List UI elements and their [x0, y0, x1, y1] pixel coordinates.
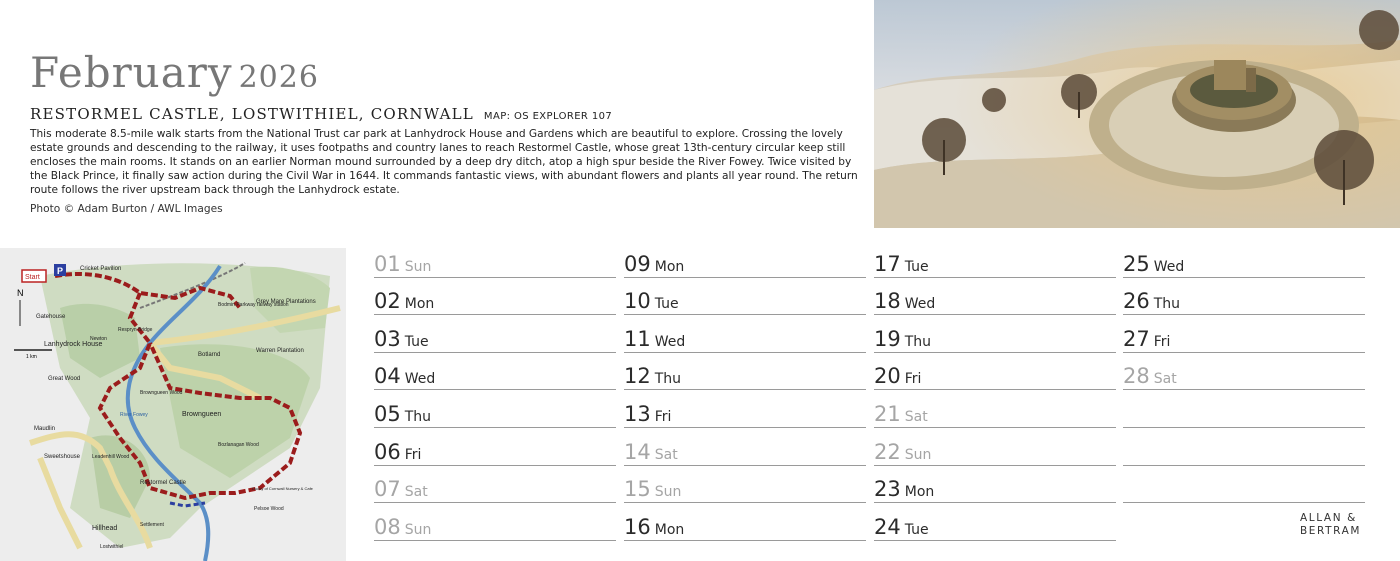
day-number: 02 — [374, 289, 401, 314]
day-number: 23 — [874, 477, 901, 502]
map-label-grey-mare: Grey Mare Plantations — [256, 299, 316, 305]
map-label-browngueen-wood: Browngueen Wood — [140, 390, 183, 396]
calendar-day — [624, 315, 866, 353]
map-label-duchy: Duchy of Cornwall Nursery & Cafe — [252, 486, 313, 491]
weekday-label: Thu — [1153, 296, 1181, 313]
map-label-scale: 1 km — [26, 354, 37, 360]
day-number: 28 — [1123, 364, 1150, 389]
weekday-label: Sat — [1153, 371, 1177, 388]
calendar-day — [1123, 240, 1365, 278]
weekday-label: Thu — [654, 371, 682, 388]
weekday-label: Thu — [404, 408, 432, 425]
weekday-label: Sun — [404, 521, 432, 538]
day-number: 08 — [374, 514, 401, 539]
map-label-bodmin: Bodmin Parkway railway station — [218, 302, 289, 308]
day-number: 10 — [624, 289, 651, 314]
map-label-botlarnd: Botlarnd — [198, 352, 221, 358]
calendar-empty-row — [1123, 428, 1365, 466]
day-number: 09 — [624, 251, 651, 276]
route-map — [0, 248, 346, 561]
calendar-day — [624, 466, 866, 504]
weekday-label: Tue — [904, 258, 929, 275]
day-number: 18 — [874, 289, 901, 314]
weekday-label: Mon — [904, 484, 935, 501]
day-number: 22 — [874, 439, 901, 464]
castle-photo-illustration — [874, 0, 1400, 228]
day-number: 05 — [374, 401, 401, 426]
map-label-browngueen: Browngueen — [182, 411, 222, 418]
year-label: 2026 — [238, 60, 319, 95]
map-label-leadenhill: Leadenhill Wood — [92, 454, 130, 460]
day-number: 26 — [1123, 289, 1150, 314]
calendar-column-3 — [874, 240, 1116, 541]
calendar-empty-row — [1123, 466, 1365, 504]
weekday-label: Mon — [654, 521, 685, 538]
weekday-label: Mon — [404, 296, 435, 313]
calendar-day — [374, 240, 616, 278]
calendar-day — [374, 503, 616, 541]
route-map-illustration — [0, 248, 346, 561]
calendar-day — [874, 466, 1116, 504]
map-reference: MAP: OS EXPLORER 107 — [483, 111, 613, 122]
weekday-label: Thu — [904, 333, 932, 350]
weekday-label: Fri — [654, 408, 672, 425]
map-label-great-wood: Great Wood — [48, 376, 81, 382]
weekday-label: Wed — [1153, 258, 1185, 275]
calendar-day — [874, 353, 1116, 391]
calendar-column-4 — [1123, 240, 1365, 503]
weekday-label: Sun — [904, 446, 932, 463]
map-label-hillhead: Hillhead — [92, 525, 118, 532]
map-label-sweetshouse: Sweetshouse — [44, 454, 81, 460]
day-number: 07 — [374, 477, 401, 502]
day-number: 25 — [1123, 251, 1150, 276]
weekday-label: Wed — [404, 371, 436, 388]
weekday-label: Tue — [404, 333, 429, 350]
day-number: 03 — [374, 326, 401, 351]
map-label-cricket: Cricket Pavilion — [80, 266, 122, 272]
location-name: RESTORMEL CASTLE, LOSTWITHIEL, CORNWALL — [30, 105, 474, 123]
weekday-label: Fri — [1153, 333, 1171, 350]
calendar-day — [1123, 278, 1365, 316]
calendar-column-2 — [624, 240, 866, 541]
calendar-day — [874, 503, 1116, 541]
day-number: 13 — [624, 401, 651, 426]
calendar-day — [374, 390, 616, 428]
calendar-day — [874, 315, 1116, 353]
weekday-label: Mon — [654, 258, 685, 275]
calendar-day — [374, 428, 616, 466]
weekday-label: Sat — [904, 408, 928, 425]
location-heading — [30, 105, 612, 123]
calendar-day — [374, 353, 616, 391]
page-title — [30, 48, 319, 97]
map-label-newton: Newton — [90, 336, 107, 342]
weekday-label: Wed — [654, 333, 686, 350]
map-label-pelsoe: Pelsoe Wood — [254, 506, 284, 512]
map-label-gatehouse: Gatehouse — [36, 314, 66, 320]
north-arrow-icon: N — [17, 288, 24, 298]
weekday-label: Tue — [904, 521, 929, 538]
map-label-bozlanagan: Bozlanagan Wood — [218, 442, 259, 448]
day-number: 12 — [624, 364, 651, 389]
calendar-day — [624, 390, 866, 428]
map-label-respryn: Respryn Bridge — [118, 327, 153, 333]
day-number: 21 — [874, 401, 901, 426]
weekday-label: Sat — [654, 446, 678, 463]
calendar-day — [874, 278, 1116, 316]
walk-description: This moderate 8.5-mile walk starts from the National Trust car park at Lanhydrock House and Gardens which are beautiful to explore. Crossing the lovely estate grounds and descending to the railway, it uses footpaths and country lanes to reach Restormel Castle, whose great 13th-century circular keep still encloses the main rooms. It stands on an earlier Norman mound surrounded by a deep dry ditch, atop a high spur beside the River Fowey. Twice visited by the Black Prince, it finally saw action during the Civil War in 1644. It commands fantastic views, with abundant flowers and plants all year round. The return route follows the river upstream back through the Lanhydrock estate. — [30, 128, 858, 197]
day-number: 15 — [624, 477, 651, 502]
calendar-day — [374, 466, 616, 504]
calendar-day — [1123, 353, 1365, 391]
calendar-day — [624, 503, 866, 541]
calendar-day — [874, 390, 1116, 428]
map-label-parking: P — [57, 266, 64, 276]
day-number: 06 — [374, 439, 401, 464]
calendar-empty-row — [1123, 390, 1365, 428]
weekday-label: Sat — [404, 484, 428, 501]
calendar-column-1 — [374, 240, 616, 541]
map-label-lostwithiel: Lostwithiel — [100, 544, 124, 550]
weekday-label: Fri — [904, 371, 922, 388]
calendar-day — [874, 428, 1116, 466]
calendar-day — [624, 240, 866, 278]
weekday-label: Sun — [404, 258, 432, 275]
map-label-start: Start — [25, 274, 40, 281]
map-label-maudlin: Maudlin — [34, 426, 56, 432]
day-number: 16 — [624, 514, 651, 539]
weekday-label: Tue — [654, 296, 679, 313]
weekday-label: Sun — [654, 484, 682, 501]
photo-credit: Photo © Adam Burton / AWL Images — [30, 203, 223, 215]
day-number: 24 — [874, 514, 901, 539]
month-label: February — [30, 48, 233, 97]
castle-photo — [874, 0, 1400, 228]
day-number: 01 — [374, 251, 401, 276]
calendar-day — [624, 278, 866, 316]
day-number: 27 — [1123, 326, 1150, 351]
calendar-day — [874, 240, 1116, 278]
publisher-logo-line2: BERTRAM — [1300, 525, 1362, 537]
weekday-label: Fri — [404, 446, 422, 463]
day-number: 17 — [874, 251, 901, 276]
map-label-river: River Fowey — [120, 412, 148, 418]
day-number: 11 — [624, 326, 651, 351]
map-label-warren: Warren Plantation — [256, 348, 304, 354]
calendar-day — [374, 315, 616, 353]
map-label-settlement: Settlement — [140, 522, 164, 528]
calendar-day — [1123, 315, 1365, 353]
publisher-logo — [1300, 512, 1366, 538]
publisher-logo-line1: ALLAN & — [1300, 512, 1357, 524]
day-number: 20 — [874, 364, 901, 389]
calendar-day — [624, 353, 866, 391]
day-number: 19 — [874, 326, 901, 351]
calendar-day — [624, 428, 866, 466]
map-label-lanhydrock: Lanhydrock House — [44, 341, 103, 348]
calendar-day — [374, 278, 616, 316]
map-label-restormel: Restormel Castle — [140, 480, 187, 486]
day-number: 04 — [374, 364, 401, 389]
day-number: 14 — [624, 439, 651, 464]
weekday-label: Wed — [904, 296, 936, 313]
